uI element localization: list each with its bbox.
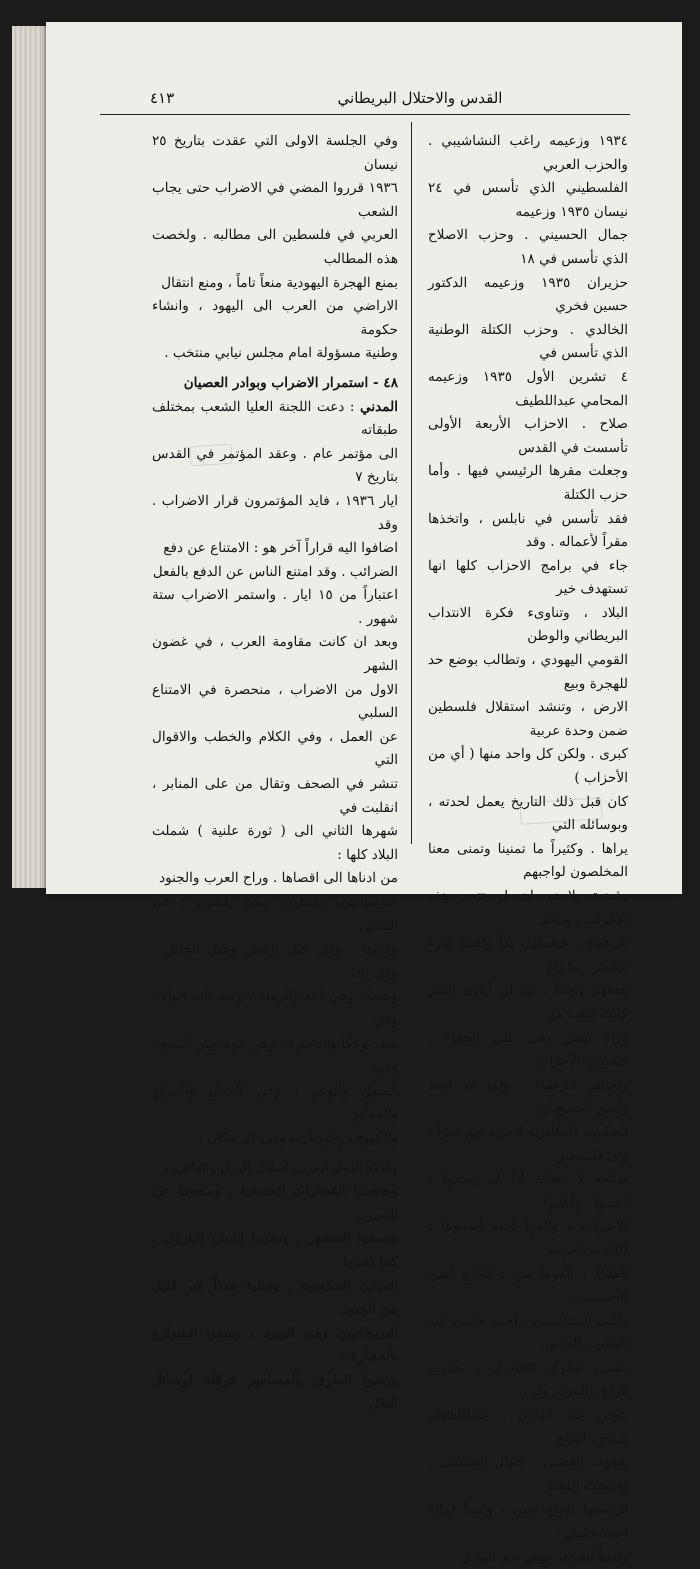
text-line: كان قبل ذلك التاريخ يعمل لحدته ، وبوسائله التي xyxy=(428,793,628,834)
text-line: شهرها الثاني الى ( ثورة علنية ) شملت البلاد كلها : xyxy=(152,823,398,863)
text-line: تنشر في الصحف وتقال من على المنابر ، انقلبت في xyxy=(152,776,398,816)
page-number: ٤١٣ xyxy=(150,89,175,107)
text-line: وطنية مسؤولة امام مجلس نيابي منتخب . xyxy=(164,345,398,362)
text-line: لرئاستها الحاج امين ، واميناً لماله احمد حلمي ، xyxy=(428,1501,628,1542)
text-line: راغب النشاشيبي ، احمد حلمي عبد الباقي ، الدكتور xyxy=(428,1312,628,1353)
text-line: اضافوا اليه قراراً آخر هو : الامتناع عن دفع xyxy=(163,540,398,557)
text-line: وراء ستار وفي طي الخفاء . فتعددت الأحزاب xyxy=(428,1029,628,1070)
text-line: ١٩٣٦ قرروا المضي في الاضراب حتى يجاب الشعب xyxy=(152,180,398,220)
heading-rest-text: : دعت اللجنة العليا الشعب بمختلف طبقاته xyxy=(152,398,398,439)
heading-continuation-line xyxy=(152,396,398,443)
text-line: البريطانيين ومن اليهود . وسدوا الشوارع بالحجارة . xyxy=(152,1324,398,1365)
text-line: ونسفوا الجسور ، ودمروا انابيب البترول . كما دمروا xyxy=(152,1230,398,1270)
right-column xyxy=(428,130,628,1565)
text-line: جمال الحسيني . وحزب الاصلاح الذي تأسس في ١٨ xyxy=(428,227,628,267)
text-line: السهل والوعر ، وفي الجبال والحراج والمغاور xyxy=(152,1082,398,1123)
text-line: الخالدي . وحزب الكتلة الوطنية الذي تأسس في xyxy=(428,321,628,362)
text-line: العربي في فلسطين الى مطالبه . ولخصت هذه المطالب xyxy=(152,227,398,267)
text-line: وقراها ، وفي جبل نابلس وجبل الخليل ، وفي يافا xyxy=(152,941,398,981)
text-line: يراها . وكثيراً ما تمنينا وتمنى معنا المخلصون لواجبهم xyxy=(428,840,628,881)
text-line: فقد تأسس في نابلس ، واتخذها مقراً لأعماله . وقد xyxy=(428,510,628,551)
left-column xyxy=(152,130,399,1412)
text-line: وقطع الثوار العرب اسلاك البرق والهاتف ، xyxy=(164,1159,398,1176)
text-line: بمنع الهجرة اليهودية منعاً تاماً ، ومنع انتقال xyxy=(161,274,398,291)
text-line: ايار ١٩٣٦ ، فايد المؤتمرون قرار الاضراب . وقد xyxy=(152,492,398,533)
text-line: الاضراب ، والفوا لجنة أسموها : (اللجنة العربية xyxy=(428,1218,628,1258)
text-line: الضرائب . وقد امتنع الناس عن الدفع بالفعل xyxy=(152,563,398,580)
running-title: القدس والاحتلال البريطاني xyxy=(337,89,503,107)
text-line: يعقوب الغصين ، جمال الحسيني . وانتخبت اللجنة xyxy=(428,1454,628,1494)
text-line: القومي اليهودي ، وتطالب بوضع حد للهجرة وبيع xyxy=(428,652,628,692)
text-line: من ادناها الى اقصاها . وراح العرب والجنود xyxy=(159,870,398,887)
text-line: المباني الحكومية . وقتلوا عدداً غير قليل من الجنود xyxy=(152,1277,398,1318)
text-line: الاول من الاضراب ، منحصرة في الامتناع السلبي xyxy=(152,681,398,722)
column-divider xyxy=(411,122,412,844)
text-line: الى مؤتمر عام . وعقد المؤتمر في القدس بتاريخ ٧ xyxy=(152,445,398,486)
text-line: وهاجموا القطارات الحديدية ، ومنعوها عن السير . xyxy=(152,1183,398,1223)
text-line: الحكومة الانكليزية لا تريد بهم خيراً ، وان فلسطين xyxy=(428,1123,628,1164)
text-line: وفي الجلسة الاولى التي عقدت بتاريخ ٢٥ نيسان xyxy=(152,133,398,173)
text-line: ورشوا الطرق بالمسامير عرقلة لوسائل النقل xyxy=(152,1371,398,1412)
faint-stamp-mark xyxy=(189,444,232,467)
text-line: هدفهم واحداً . بيد ان أيادي الشر كانت تلعب من xyxy=(428,982,628,1022)
text-line: وبعد ان كانت مقاومة العرب ، في غضون الشهر xyxy=(152,634,398,675)
text-line: وجعلت مقرها الرئيسي فيها . وأما حزب الكتلة xyxy=(428,463,628,503)
text-line: عوني عبد الهادي ، عبداللطيف صلاح ، الحاج xyxy=(428,1407,628,1447)
text-line: البريطانيون يقتتلون حيثما يلتقون : في القدس xyxy=(152,894,398,934)
text-line: اعتباراً من ١٥ ايار . واستمر الاضراب ستة شهور . xyxy=(152,587,398,627)
text-line: كبرى . ولكن كل واحد منها ( أي من الأحزاب ) xyxy=(428,746,628,787)
text-line: واختلف الزعماء . ولما جد الجد وأيقن الجميع ان xyxy=(428,1076,628,1117)
section-heading-word: المدني xyxy=(359,398,399,415)
text-line: صفد وعكا والناصرة ، وفي غزة وبئر السبع ، وفي xyxy=(152,1035,398,1076)
text-line: البلاد ، وتناوىء فكرة الانتداب البريطاني والوطن xyxy=(428,604,628,645)
text-line: الاراضي من العرب الى اليهود ، وانشاء حكومة xyxy=(152,298,398,338)
section-heading: ٤٨ - استمرار الاضراب وبوادر العصيان xyxy=(183,374,398,391)
text-line: ضائعة لا محالة اذا لم يتحدوا ، اتحدوا . وأعلنوا xyxy=(428,1171,628,1211)
text-line: وقضية بلادهم ان لو تتحد هذه الأحزاب ، ويتحد xyxy=(428,888,628,928)
text-line: وحيفا ، وفي اللد والرملة ، وعند باب الواد ، وفي xyxy=(152,988,398,1028)
text-line: جاء في برامج الاحزاب كلها انها تستهدف خير xyxy=(428,557,628,598)
text-line: واميناً لسرها عوني عبد الهادي . xyxy=(452,1548,628,1565)
text-line: حزيران ١٩٣٥ وزعيمه الدكتور حسين فخري xyxy=(428,274,628,315)
text-line: الارض ، وتنشد استقلال فلسطين ضمن وحدة عربية xyxy=(428,699,628,739)
text-line: والكهوف والوديان ، وفي كل مكان . xyxy=(198,1129,398,1146)
text-line: ٤ تشرين الأول ١٩٣٥ وزعيمه المحامي عبداللطيف xyxy=(428,368,628,409)
text-line: عن العمل ، وفي الكلام والخطب والاقوال التي xyxy=(152,728,398,769)
text-line: حسين فخري الخالدي ، يعقوب فراج ، ألفرد روك ، xyxy=(428,1359,628,1400)
text-line: الفلسطيني الذي تأسس في ٢٤ نيسان ١٩٣٥ وزعيمه xyxy=(428,180,628,220)
text-line: الزعماء ، فيعملون يداً واحدة لدرء الخطر . ما دام xyxy=(428,935,628,975)
text-line: ١٩٣٤ وزعيمه راغب النشاشيبي . والحزب العربي xyxy=(428,133,628,173)
text-line: العليا) . الفوها من : الحاج أمين الحسيني ، xyxy=(428,1265,628,1306)
header-rule xyxy=(100,114,630,115)
text-line: صلاح . الاحزاب الأربعة الأولى تأسست في القدس xyxy=(428,416,628,456)
